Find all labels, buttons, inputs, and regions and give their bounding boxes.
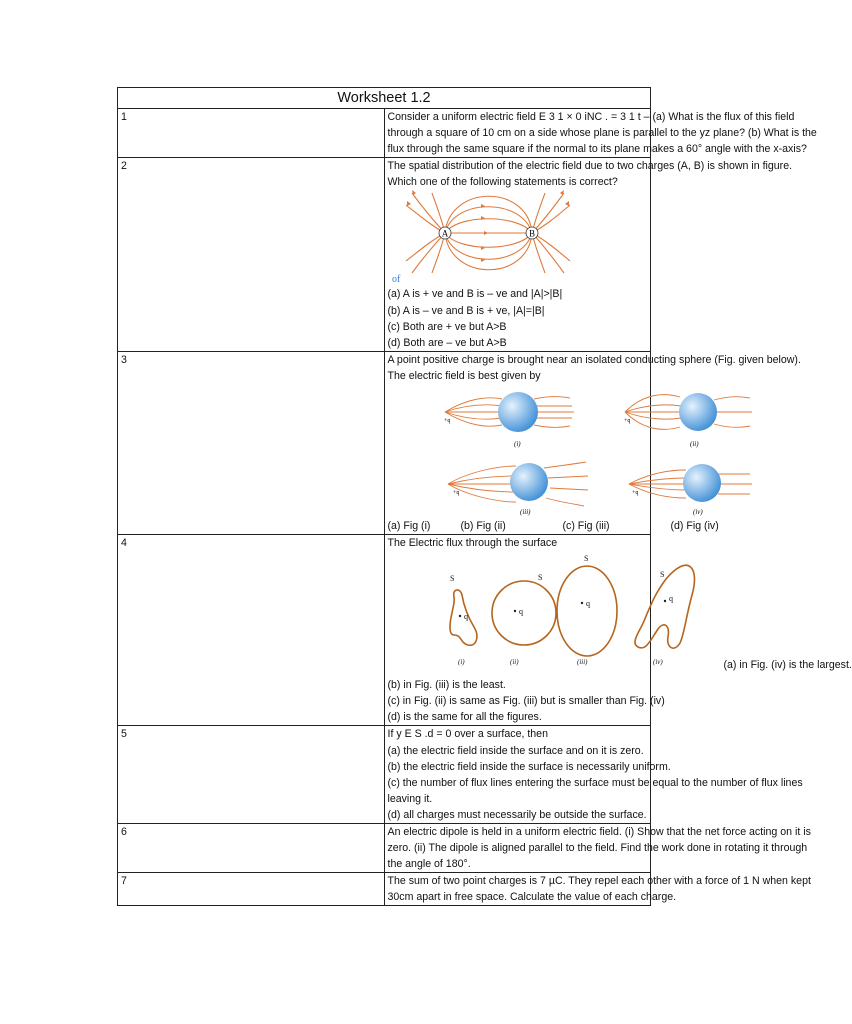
option: (b) in Fig. (iii) is the least. bbox=[387, 679, 506, 692]
question-row-1 bbox=[118, 109, 651, 158]
field-line bbox=[532, 233, 570, 261]
charge-label: +q bbox=[452, 490, 459, 497]
stray-mark: of bbox=[391, 274, 400, 286]
question-text bbox=[384, 726, 803, 824]
question-text bbox=[384, 873, 811, 906]
field-line bbox=[544, 462, 586, 468]
closed-surfaces-figure bbox=[388, 551, 708, 669]
charge-label: q bbox=[518, 607, 523, 617]
closed-surface-iii bbox=[557, 566, 617, 656]
field-line bbox=[534, 397, 570, 399]
charge-label: +q bbox=[631, 490, 638, 497]
figure-caption: (i) bbox=[513, 440, 521, 449]
surfaces-figure-block bbox=[388, 551, 852, 677]
question-line: zero. (ii) The dipole is aligned parallel to the field. Find the work done in rotating it through bbox=[387, 842, 808, 855]
charge-label: q bbox=[463, 612, 468, 622]
arrowhead bbox=[407, 201, 411, 206]
question-line: leaving it. bbox=[387, 792, 433, 805]
field-line bbox=[546, 498, 584, 506]
question-number: 1 bbox=[118, 109, 385, 158]
question-number: 5 bbox=[118, 726, 385, 824]
arrowhead bbox=[484, 231, 488, 235]
question-line: An electric dipole is held in a uniform electric field. (i) Show that the net force acting on it is bbox=[387, 825, 811, 838]
field-line bbox=[406, 233, 445, 261]
question-line: (a) the electric field inside the surface and on it is zero. bbox=[387, 744, 644, 757]
question-row-4 bbox=[118, 535, 651, 726]
figure-caption: (iii) bbox=[576, 658, 587, 667]
surface-label: S bbox=[659, 570, 664, 580]
question-line: The electric field is best given by bbox=[387, 369, 541, 382]
charge-label: +q bbox=[443, 418, 450, 425]
field-line bbox=[532, 233, 564, 273]
field-line bbox=[550, 488, 588, 490]
question-line: The Electric flux through the surface bbox=[387, 537, 558, 550]
option: (d) Fig (iv) bbox=[670, 520, 719, 533]
figure-caption: (iii) bbox=[519, 508, 530, 517]
option: (c) in Fig. (ii) is same as Fig. (iii) but is smaller than Fig. (iv) bbox=[387, 695, 665, 708]
field-line bbox=[534, 425, 570, 427]
arrowhead bbox=[565, 201, 569, 206]
field-line bbox=[445, 219, 532, 233]
sphere-figure-iv bbox=[629, 464, 752, 516]
figure-caption: (ii) bbox=[689, 440, 699, 449]
option: (c) Fig (iii) bbox=[562, 520, 610, 533]
figure-caption: (iv) bbox=[692, 508, 703, 517]
field-line bbox=[448, 476, 516, 484]
worksheet-title: Worksheet 1.2 bbox=[118, 88, 651, 109]
option: (a) A is + ve and B is – ve and |A|>|B| bbox=[387, 288, 563, 301]
field-line bbox=[532, 205, 570, 233]
field-line bbox=[714, 397, 750, 400]
question-number: 2 bbox=[118, 158, 385, 352]
question-line: Consider a uniform electric field E 3 1 × 0 iNC . = 3 1 t – (a) What is the flux of this field bbox=[387, 111, 795, 123]
figure-caption: (i) bbox=[457, 658, 465, 667]
field-line bbox=[532, 193, 564, 233]
charge-label: q bbox=[668, 594, 673, 604]
point-charge bbox=[580, 602, 582, 604]
conducting-sphere-figures bbox=[388, 384, 758, 518]
charge-a-label: A bbox=[441, 228, 448, 239]
sphere-figure-ii bbox=[624, 393, 752, 448]
field-line bbox=[445, 412, 502, 419]
question-text bbox=[384, 158, 793, 352]
field-line bbox=[445, 207, 532, 233]
field-line bbox=[445, 233, 532, 247]
question-number: 4 bbox=[118, 535, 385, 726]
charge-label: +q bbox=[623, 418, 630, 425]
question-text bbox=[384, 823, 811, 872]
option: (d) Both are – ve but A>B bbox=[387, 336, 507, 349]
field-line bbox=[625, 412, 681, 419]
conducting-sphere bbox=[683, 464, 721, 502]
field-line bbox=[445, 233, 532, 259]
field-line bbox=[714, 424, 750, 427]
field-line bbox=[445, 405, 502, 412]
option: (d) is the same for all the figures. bbox=[387, 711, 542, 724]
field-line bbox=[406, 205, 445, 233]
question-number: 3 bbox=[118, 351, 385, 534]
option: (b) A is – ve and B is + ve, |A|=|B| bbox=[387, 304, 545, 317]
question-text bbox=[384, 109, 817, 158]
question-line: flux through the same square if the normal to its plane makes a 60° angle with the x-axis? bbox=[387, 143, 807, 156]
field-line bbox=[629, 470, 686, 484]
figure-caption: (ii) bbox=[509, 658, 519, 667]
field-line bbox=[548, 476, 588, 478]
option: (a) Fig (i) bbox=[387, 520, 431, 533]
figure-caption: (iv) bbox=[652, 658, 663, 667]
field-line bbox=[629, 478, 686, 484]
option: (c) Both are + ve but A>B bbox=[387, 320, 507, 333]
question-number: 7 bbox=[118, 873, 385, 906]
question-line: The spatial distribution of the electric field due to two charges (A, B) is shown in figure. bbox=[387, 160, 793, 173]
question-line: The sum of two point charges is 7 µC. They repel each other with a force of 1 N when kept bbox=[387, 875, 811, 888]
question-line: A point positive charge is brought near an isolated conducting sphere (Fig. given below). bbox=[387, 353, 801, 366]
question-line: the angle of 180°. bbox=[387, 858, 471, 871]
conducting-sphere bbox=[498, 392, 538, 432]
charge-label: q bbox=[585, 599, 590, 609]
question-line: (c) the number of flux lines entering the surface must be equal to the number of flux lines bbox=[387, 776, 803, 789]
question-row-5 bbox=[118, 726, 651, 824]
question-line: (b) the electric field inside the surface is necessarily uniform. bbox=[387, 760, 671, 773]
conducting-sphere bbox=[679, 393, 717, 431]
sphere-figure-i bbox=[444, 392, 574, 448]
worksheet-table bbox=[117, 87, 852, 906]
question-row-3 bbox=[118, 351, 651, 534]
question-text bbox=[384, 535, 852, 726]
question-text bbox=[384, 351, 801, 534]
question-number: 6 bbox=[118, 823, 385, 872]
charge-b-label: B bbox=[528, 228, 535, 239]
surface-label: S bbox=[537, 573, 542, 583]
question-line: Which one of the following statements is correct? bbox=[387, 176, 618, 189]
two-charge-field-figure bbox=[388, 190, 588, 286]
point-charge bbox=[458, 615, 460, 617]
closed-surface-ii bbox=[492, 581, 556, 645]
closed-surface-iv bbox=[634, 565, 694, 648]
question-line: (d) all charges must necessarily be outside the surface. bbox=[387, 808, 647, 821]
conducting-sphere bbox=[510, 463, 548, 501]
option: (b) Fig (ii) bbox=[460, 520, 506, 533]
point-charge bbox=[513, 610, 515, 612]
question-line: 30cm apart in free space. Calculate the value of each charge. bbox=[387, 891, 677, 904]
question-row-6 bbox=[118, 823, 651, 872]
question-line: If y E S .d = 0 over a surface, then bbox=[387, 728, 548, 741]
sphere-figure-iii bbox=[448, 462, 588, 516]
field-line bbox=[625, 405, 681, 412]
question-row-7 bbox=[118, 873, 651, 906]
surface-label: S bbox=[449, 574, 454, 584]
question-row-2 bbox=[118, 158, 651, 352]
options-row bbox=[387, 518, 719, 534]
point-charge bbox=[663, 600, 665, 602]
surface-label: S bbox=[583, 554, 588, 564]
option: (a) in Fig. (iv) is the largest. bbox=[723, 659, 852, 672]
question-line: through a square of 10 cm on a side whose plane is parallel to the yz plane? (b) What is the bbox=[387, 127, 817, 140]
